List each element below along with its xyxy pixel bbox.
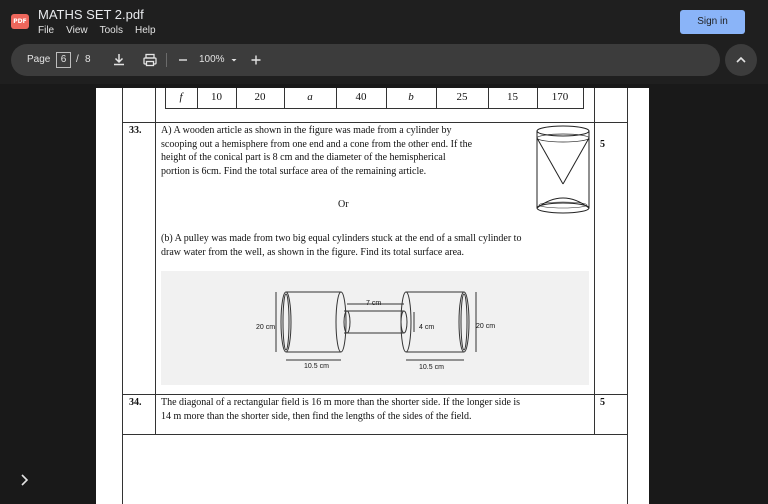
page-separator: / (76, 54, 79, 65)
question-text-line: portion is 6cm. Find the total surface area of the remaining article. (161, 165, 427, 177)
document-title: MATHS SET 2.pdf (38, 7, 144, 22)
zoom-level[interactable]: 100% (199, 54, 225, 65)
table-cell: 15 (507, 91, 518, 103)
figure-label: 7 cm (366, 300, 382, 307)
question-text-line: The diagonal of a rectangular field is 16 m more than the shorter side. If the longer side is (161, 397, 521, 408)
menu-bar (38, 25, 156, 36)
table-border (155, 394, 156, 434)
menu-view[interactable]: View (66, 25, 88, 36)
pdf-toolbar (11, 44, 720, 76)
cylinder-figure (534, 124, 592, 216)
question-text-line: (b) A pulley was made from two big equal cylinders stuck at the end of a small cylinder to (161, 233, 522, 244)
page-label: Page (27, 54, 51, 65)
collapse-toolbar-button[interactable] (725, 44, 757, 76)
figure-label: 4 cm (419, 324, 435, 331)
table-border (594, 88, 595, 350)
table-border (155, 88, 156, 350)
table-cell: b (408, 91, 414, 103)
table-cell: a (307, 91, 313, 103)
table-border (155, 350, 156, 394)
figure-label: 20 cm (476, 323, 496, 330)
pdf-icon: PDF (11, 14, 29, 29)
marks: 5 (600, 139, 605, 150)
page-number-input[interactable]: 6 (56, 52, 71, 68)
document-viewer[interactable] (0, 84, 768, 504)
table-cell: 25 (456, 91, 468, 103)
title-bar (0, 0, 768, 42)
table-cell: 40 (355, 91, 367, 103)
question-text-line: scooping out a hemisphere from one end and a cone from the other end. If the (161, 138, 473, 150)
chevron-right-icon[interactable] (12, 468, 36, 492)
zoom-out-icon[interactable] (174, 51, 192, 69)
figure-label: 10.5 cm (304, 363, 329, 370)
total-pages: 8 (85, 54, 91, 65)
download-icon[interactable] (110, 51, 128, 69)
question-number: 33. (129, 125, 142, 136)
table-border (122, 394, 628, 395)
table-cell: f (179, 91, 183, 103)
table-border (122, 434, 628, 435)
toolbar-divider (166, 53, 167, 67)
table-border (627, 88, 628, 504)
menu-file[interactable]: File (38, 25, 55, 36)
table-cell: 170 (551, 91, 569, 103)
figure-label: 10.5 cm (419, 364, 444, 371)
table-border (122, 122, 628, 123)
table-cell: 10 (211, 91, 222, 103)
figure-label: 20 cm (256, 324, 276, 331)
menu-tools[interactable]: Tools (99, 25, 123, 36)
sign-in-button[interactable]: Sign in (680, 10, 745, 34)
marks: 5 (600, 397, 605, 408)
question-text-line: A) A wooden article as shown in the figure was made from a cylinder by (161, 125, 452, 136)
pdf-page (96, 88, 649, 504)
table-cell: 20 (254, 91, 266, 103)
zoom-in-icon[interactable] (247, 51, 265, 69)
chevron-down-icon[interactable] (228, 51, 240, 69)
or-label: Or (338, 199, 349, 210)
menu-help[interactable]: Help (134, 25, 156, 36)
print-icon[interactable] (141, 51, 159, 69)
table-border (594, 394, 595, 434)
chevron-up-icon (725, 44, 757, 76)
question-text-line: draw water from the well, as shown in the figure. Find its total surface area. (161, 247, 464, 258)
table-border (122, 88, 123, 504)
question-text-line: 14 m more than the shorter side, then find the lengths of the sides of the field. (161, 411, 472, 422)
question-text-line: height of the conical part is 8 cm and the diameter of the hemispherical (161, 152, 446, 163)
question-number: 34. (129, 397, 142, 408)
table-border (594, 350, 595, 394)
